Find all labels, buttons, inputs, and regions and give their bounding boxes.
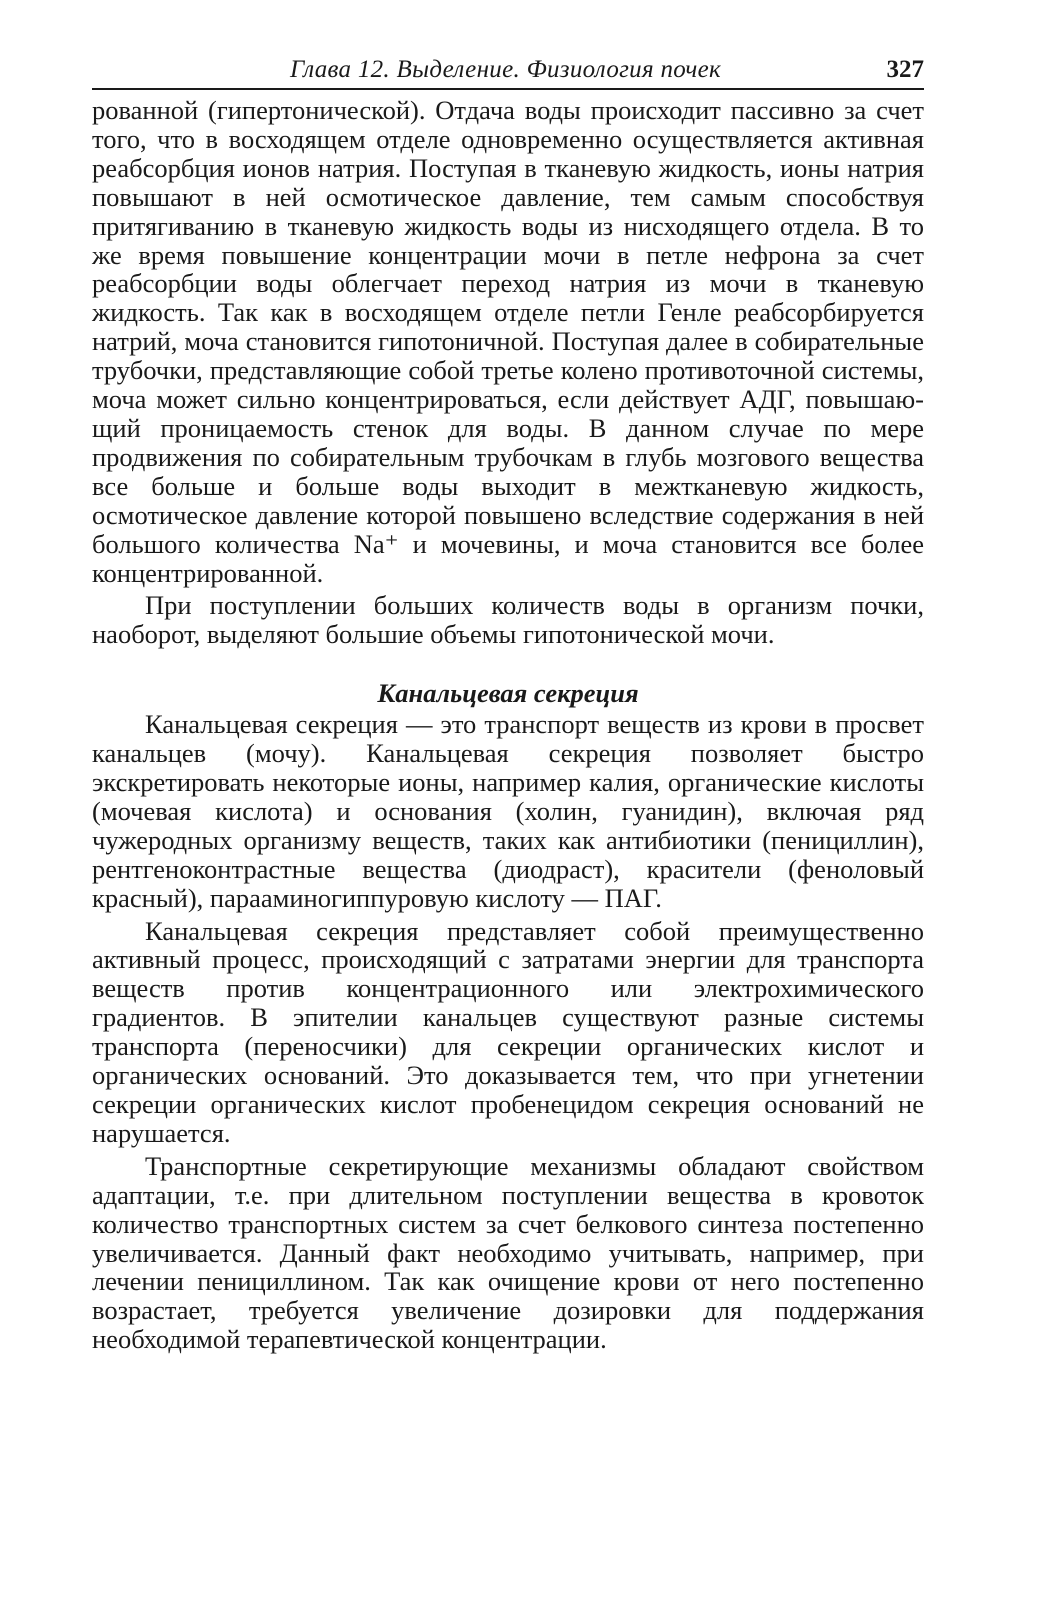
paragraph: Канальцевая секреция — это транспорт веществ из крови в просвет канальцев (мочу). Канальцевая секреция позволяет быстро экскретировать некоторые ионы, например калия, органические кислоты (мочевая кислота) и основания (холин, гуанидин), включая ряд чужеродных организму веществ, таких как антибиотики (пенициллин), рентгеноконтрастные вещества (диодраст), красители (феноловый красный), парааминогиппуровую кислоту — ПАГ. (92, 709, 924, 913)
body-text (92, 96, 924, 1354)
paragraph: Транспортные секретирующие механизмы обладают свойством адаптации, т.е. при длительном поступлении вещества в кровоток количество транспортных систем за счет белкового синтеза постепенно увеличивается. Данный факт необходимо учитывать, например, при лечении пенициллином. Так как очищение крови от него постепенно возрастает, требуется увеличение дозировки для поддержания необходимой терапевтической концентрации. (92, 1150, 924, 1355)
page-number: 327 (886, 56, 924, 83)
section-heading: Канальцевая секреция (377, 678, 639, 709)
running-header (92, 48, 924, 90)
paragraph: При поступлении больших количеств воды в организм почки, наоборот, выделяют большие объемы гипотонической мочи. (92, 590, 924, 650)
paragraph: Канальцевая секреция представляет собой преимущественно активный процесс, происходящий с затратами энергии для транспорта веществ против концентрационного или электрохимического градиентов. В эпителии канальцев существуют разные системы транспорта (переносчики) для секреции органических кислот и органических оснований. Это доказывается тем, что при угнетении секреции органических кислот пробенецидом секреция оснований не нарушается. (92, 915, 924, 1148)
chapter-title: Глава 12. Выделение. Физиология почек (290, 56, 722, 83)
book-page (92, 48, 924, 1354)
paragraph-continued: рованной (гипертонической). Отдача воды происходит пассивно за счет того, что в восходящем отделе одновременно осуществляется активная реабсорбция ионов натрия. Поступая в тканевую жидкость, ионы натрия повышают в ней осмотическое давление, тем самым способствуя притягиванию в тканевую жидкость воды из нисходящего отдела. В то же время повышение концентрации мочи в петле нефрона за счет реабсорбции воды облегчает переход натрия из мочи в тканевую жидкость. Так как в восходящем отделе петли Генле реабсорбируется натрий, моча становится гипотоничной. Поступая далее в собирательные трубочки, представляющие собой третье колено противоточной системы, моча может сильно концентрироваться, если действует АДГ, повышающий проницаемость стенок для воды. В данном случае по мере продвижения по собирательным трубочкам в глубь мозгового вещества все больше и больше воды выходит в межтканевую жидкость, осмотическое давление которой повышено вследствие содержания в ней большого количества Na⁺ и мочевины, и моча становится все более концентрированной. (92, 95, 924, 588)
